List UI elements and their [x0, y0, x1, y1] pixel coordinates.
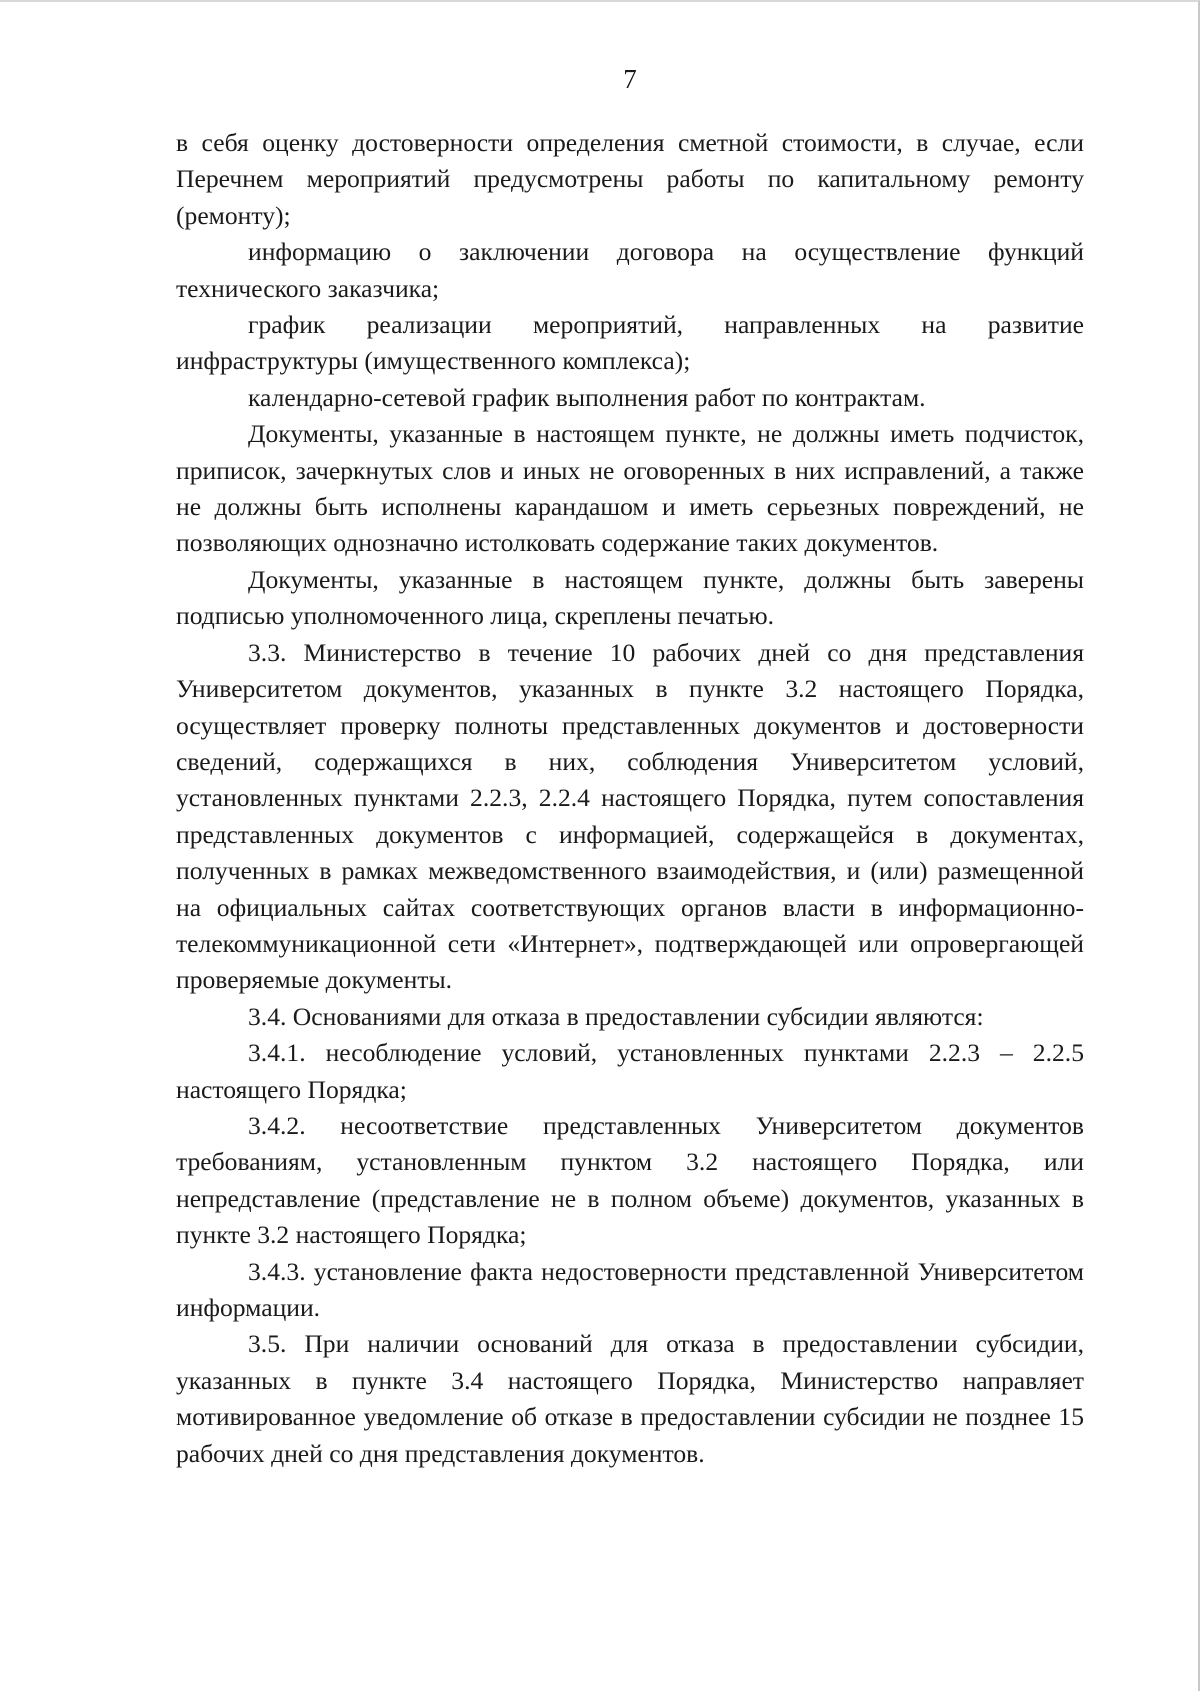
paragraph-technical-customer: информацию о заключении договора на осуществление функций технического заказчика;	[176, 237, 1084, 303]
paragraph-infrastructure-schedule: график реализации мероприятий, направленных на развитие инфраструктуры (имущественного комплекса);	[176, 310, 1084, 376]
paragraph-document-certification: Документы, указанные в настоящем пункте, должны быть заверены подписью уполномоченного лица, скреплены печатью.	[176, 564, 1084, 631]
paragraph-3-5: 3.5. При наличии оснований для отказа в предоставлении субсидии, указанных в пункте 3.4 настоящего Порядка, Министерство направляет мотивированное уведомление об отказе в предоставлении субсидии не позднее 15 рабочих дней со дня представления документов.	[176, 1329, 1084, 1468]
page-number: 7	[623, 64, 637, 94]
paragraph-3-4-1: 3.4.1. несоблюдение условий, установленных пунктами 2.2.3 – 2.2.5 настоящего Порядка;	[176, 1038, 1084, 1104]
paragraph-3-3: 3.3. Министерство в течение 10 рабочих дней со дня представления Университетом документов, указанных в пункте 3.2 настоящего Порядка, осуществляет проверку полноты представленных документов и достоверности сведений, содержащихся в них, соблюдения Университетом условий, установленных пунктами 2.2.3, 2.2.4 настоящего Порядка, путем сопоставления представленных документов с информацией, содержащейся в документах, полученных в рамках межведомственного взаимодействия, и (или) размещенной на официальных сайтах соответствующих органов власти в информационно-телекоммуникационной сети «Интернет», подтверждающей или опровергающей проверяемые документы.	[176, 637, 1084, 995]
paragraph-3-4: 3.4. Основаниями для отказа в предоставлении субсидии являются:	[248, 1001, 984, 1031]
paragraph-document-requirements: Документы, указанные в настоящем пункте, не должны иметь подчисток, приписок, зачеркнутых слов и иных не оговоренных в них исправлений, а также не должны быть исполнены карандашом и иметь серьезных повреждений, не позволяющих однозначно истолковать содержание таких документов.	[176, 419, 1084, 558]
paragraph-3-4-2: 3.4.2. несоответствие представленных Университетом документов требованиям, установленным пунктом 3.2 настоящего Порядка, или непредставление (представление не в полном объеме) документов, указанных в пункте 3.2 настоящего Порядка;	[176, 1110, 1084, 1250]
document-body	[176, 125, 1084, 1472]
paragraph-network-schedule: календарно-сетевой график выполнения работ по контрактам.	[248, 382, 926, 412]
paragraph-3-4-3: 3.4.3. установление факта недостоверности представленной Университетом информации.	[176, 1256, 1084, 1322]
paragraph-estimate-verification: в себя оценку достоверности определения сметной стоимости, в случае, если Перечнем мероприятий предусмотрены работы по капитальному ремонту (ремонту);	[176, 128, 1084, 230]
